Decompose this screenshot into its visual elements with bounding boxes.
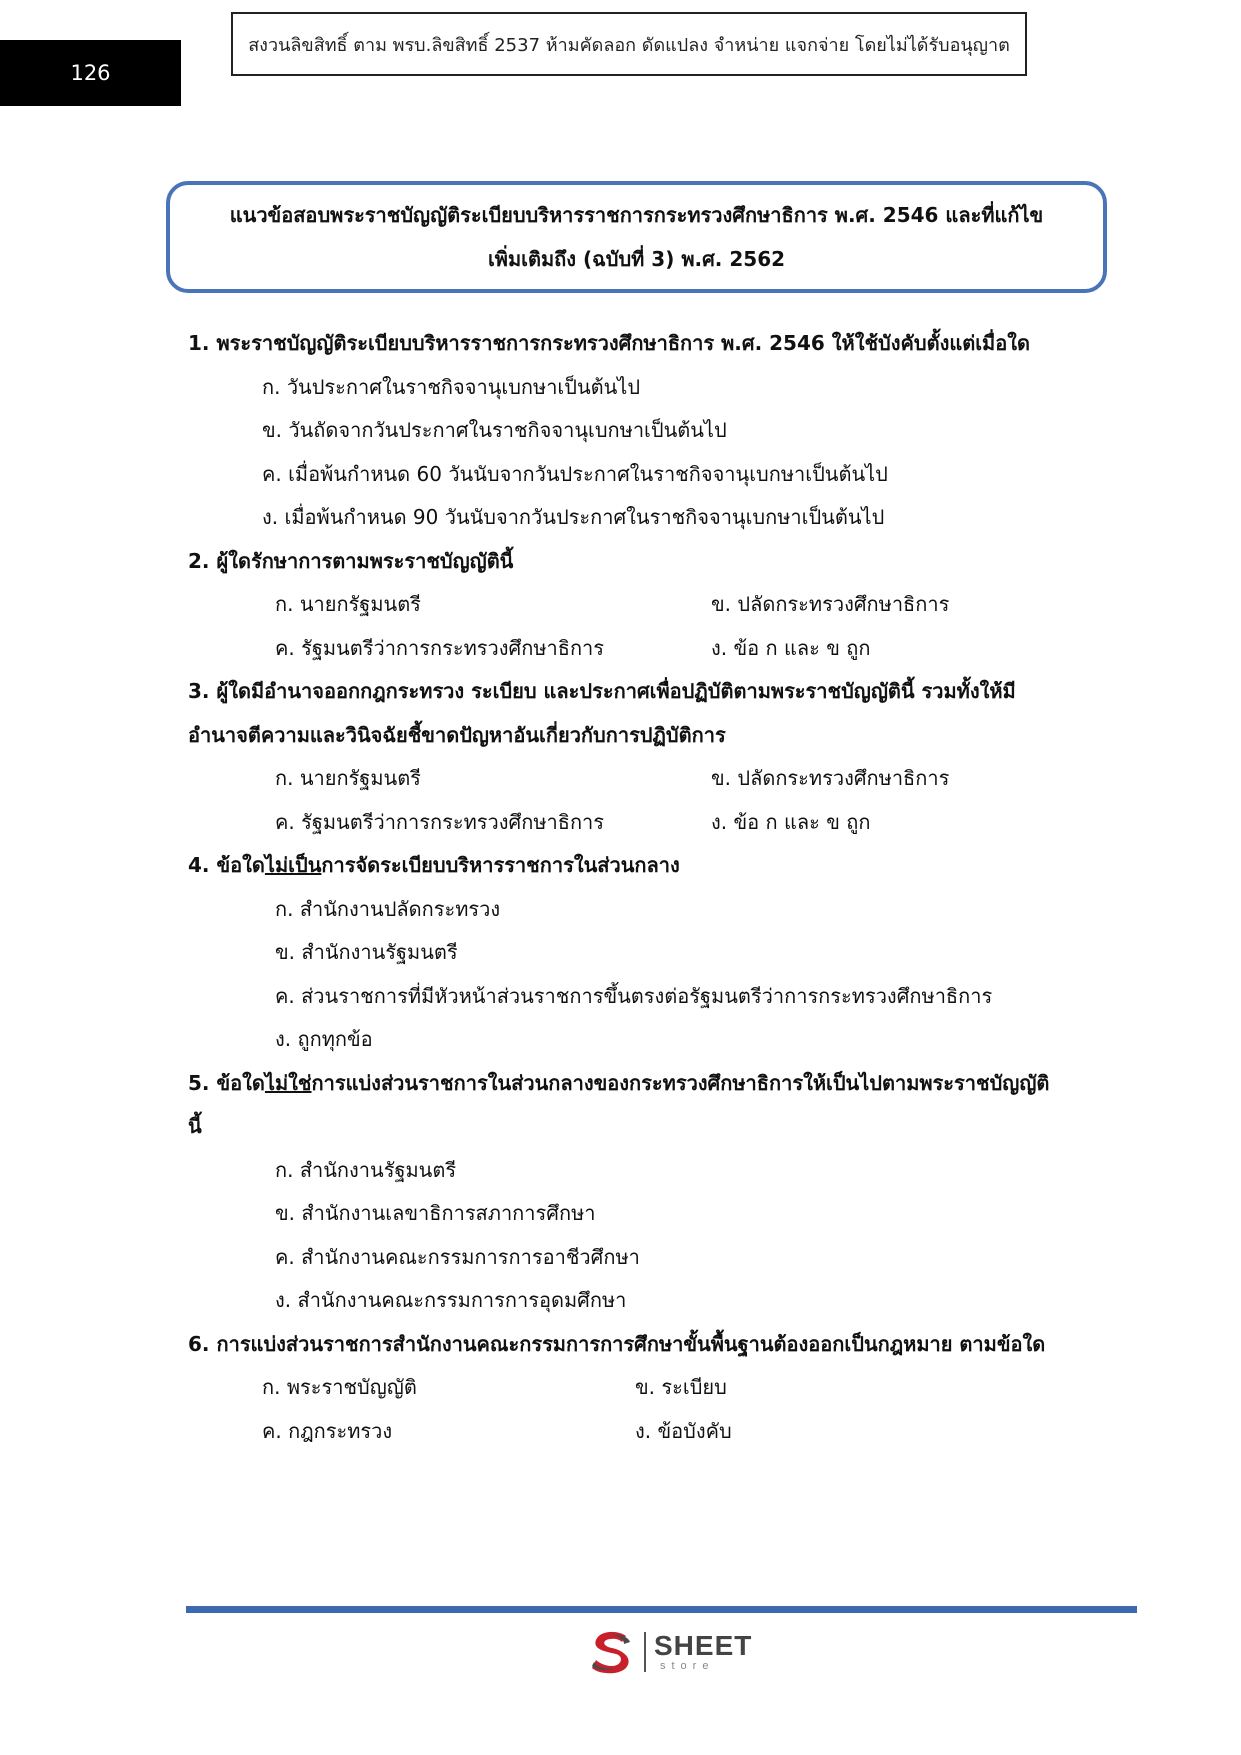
question-4-option-b: ข. สำนักงานรัฐมนตรี bbox=[275, 940, 458, 964]
question-3-line-1: 3. ผู้ใดมีอำนาจออกกฎกระทรวง ระเบียบ และประกาศเพื่อปฏิบัติตามพระราชบัญญัตินี้ รวมทั้งให้มี bbox=[188, 679, 1016, 703]
question-4-option-d: ง. ถูกทุกข้อ bbox=[275, 1027, 373, 1051]
question-3-line-2: อำนาจตีความและวินิจฉัยชี้ขาดปัญหาอันเกี่ยวกับการปฏิบัติการ bbox=[188, 722, 726, 747]
question-2-options-row-1 bbox=[188, 583, 1088, 627]
title-box bbox=[166, 181, 1107, 293]
question-3-options-row-1 bbox=[188, 757, 1088, 801]
question-4-prefix: 4. ข้อใด bbox=[188, 853, 265, 877]
question-list bbox=[188, 322, 1088, 1453]
question-1-option-a: ก. วันประกาศในราชกิจจานุเบกษาเป็นต้นไป bbox=[262, 374, 641, 399]
question-5-prefix: 5. ข้อใด bbox=[188, 1070, 265, 1095]
question-6-option-b: ข. ระเบียบ bbox=[635, 1375, 727, 1399]
question-6-options-row-2 bbox=[188, 1410, 1088, 1454]
question-6-option-a: ก. พระราชบัญญัติ bbox=[262, 1375, 417, 1399]
question-4 bbox=[188, 844, 1088, 888]
question-6: 6. การแบ่งส่วนราชการสำนักงานคณะกรรมการการศึกษาขั้นพื้นฐานต้องออกเป็นกฎหมาย ตามข้อใด bbox=[188, 1331, 1046, 1356]
question-2-option-a: ก. นายกรัฐมนตรี bbox=[275, 592, 421, 616]
question-2: 2. ผู้ใดรักษาการตามพระราชบัญญัตินี้ bbox=[188, 548, 514, 573]
question-5-option-a: ก. สำนักงานรัฐมนตรี bbox=[275, 1157, 457, 1182]
question-1-option-d: ง. เมื่อพ้นกำหนด 90 วันนับจากวันประกาศในราชกิจจานุเบกษาเป็นต้นไป bbox=[262, 505, 885, 529]
question-2-option-d: ง. ข้อ ก และ ข ถูก bbox=[711, 635, 871, 660]
logo-wordmark: SHEET bbox=[654, 1630, 753, 1661]
question-6-options-row-1 bbox=[188, 1366, 1088, 1410]
question-3-option-b: ข. ปลัดกระทรวงศึกษาธิการ bbox=[711, 766, 950, 790]
question-6-option-d: ง. ข้อบังคับ bbox=[635, 1418, 732, 1443]
question-5-line-1 bbox=[188, 1062, 1088, 1106]
page-number: 126 bbox=[0, 40, 181, 106]
copyright-notice: สงวนลิขสิทธิ์ ตาม พรบ.ลิขสิทธิ์ 2537 ห้ามคัดลอก ดัดแปลง จำหน่าย แจกจ่าย โดยไม่ได้รับอนุญาต bbox=[231, 12, 1027, 76]
title-line-1: แนวข้อสอบพระราชบัญญัติระเบียบบริหารราชการกระทรวงศึกษาธิการ พ.ศ. 2546 และที่แก้ไข bbox=[229, 203, 1044, 227]
question-5-option-c: ค. สำนักงานคณะกรรมการการอาชีวศึกษา bbox=[275, 1244, 640, 1269]
logo-text bbox=[654, 1632, 752, 1672]
question-5-option-b: ข. สำนักงานเลขาธิการสภาการศึกษา bbox=[275, 1201, 596, 1225]
question-2-options-row-2 bbox=[188, 627, 1088, 671]
question-1: 1. พระราชบัญญัติระเบียบบริหารราชการกระทรวงศึกษาธิการ พ.ศ. 2546 ให้ใช้บังคับตั้งแต่เมื่อใด bbox=[188, 331, 1031, 355]
question-4-suffix: การจัดระเบียบบริหารราชการในส่วนกลาง bbox=[321, 853, 680, 877]
question-3-option-c: ค. รัฐมนตรีว่าการกระทรวงศึกษาธิการ bbox=[275, 809, 605, 834]
sheet-store-s-icon bbox=[588, 1628, 634, 1676]
question-4-underlined: ไม่เป็น bbox=[264, 853, 322, 877]
question-1-option-b: ข. วันถัดจากวันประกาศในราชกิจจานุเบกษาเป็นต้นไป bbox=[262, 418, 727, 442]
question-5-underlined: ไม่ใช่ bbox=[264, 1070, 312, 1095]
question-5-suffix: การแบ่งส่วนราชการในส่วนกลางของกระทรวงศึกษาธิการให้เป็นไปตามพระราชบัญญัติ bbox=[311, 1070, 1050, 1095]
question-3-option-a: ก. นายกรัฐมนตรี bbox=[275, 766, 421, 790]
question-1-option-c: ค. เมื่อพ้นกำหนด 60 วันนับจากวันประกาศในราชกิจจานุเบกษาเป็นต้นไป bbox=[262, 461, 888, 486]
sheet-store-logo bbox=[588, 1626, 752, 1678]
question-3-options-row-2 bbox=[188, 801, 1088, 845]
question-4-option-a: ก. สำนักงานปลัดกระทรวง bbox=[275, 896, 501, 921]
footer-rule bbox=[186, 1606, 1137, 1613]
logo-separator bbox=[644, 1632, 646, 1672]
question-5-option-d: ง. สำนักงานคณะกรรมการการอุดมศึกษา bbox=[275, 1288, 627, 1312]
question-5-line-2: นี้ bbox=[188, 1114, 202, 1138]
question-4-option-c: ค. ส่วนราชการที่มีหัวหน้าส่วนราชการขึ้นตรงต่อรัฐมนตรีว่าการกระทรวงศึกษาธิการ bbox=[275, 983, 993, 1008]
title-line-2: เพิ่มเติมถึง (ฉบับที่ 3) พ.ศ. 2562 bbox=[487, 247, 786, 271]
question-2-option-b: ข. ปลัดกระทรวงศึกษาธิการ bbox=[711, 592, 950, 616]
question-6-option-c: ค. กฎกระทรวง bbox=[262, 1418, 393, 1443]
question-3-option-d: ง. ข้อ ก และ ข ถูก bbox=[711, 809, 871, 834]
question-2-option-c: ค. รัฐมนตรีว่าการกระทรวงศึกษาธิการ bbox=[275, 635, 605, 660]
logo-subtext: store bbox=[660, 1660, 715, 1672]
